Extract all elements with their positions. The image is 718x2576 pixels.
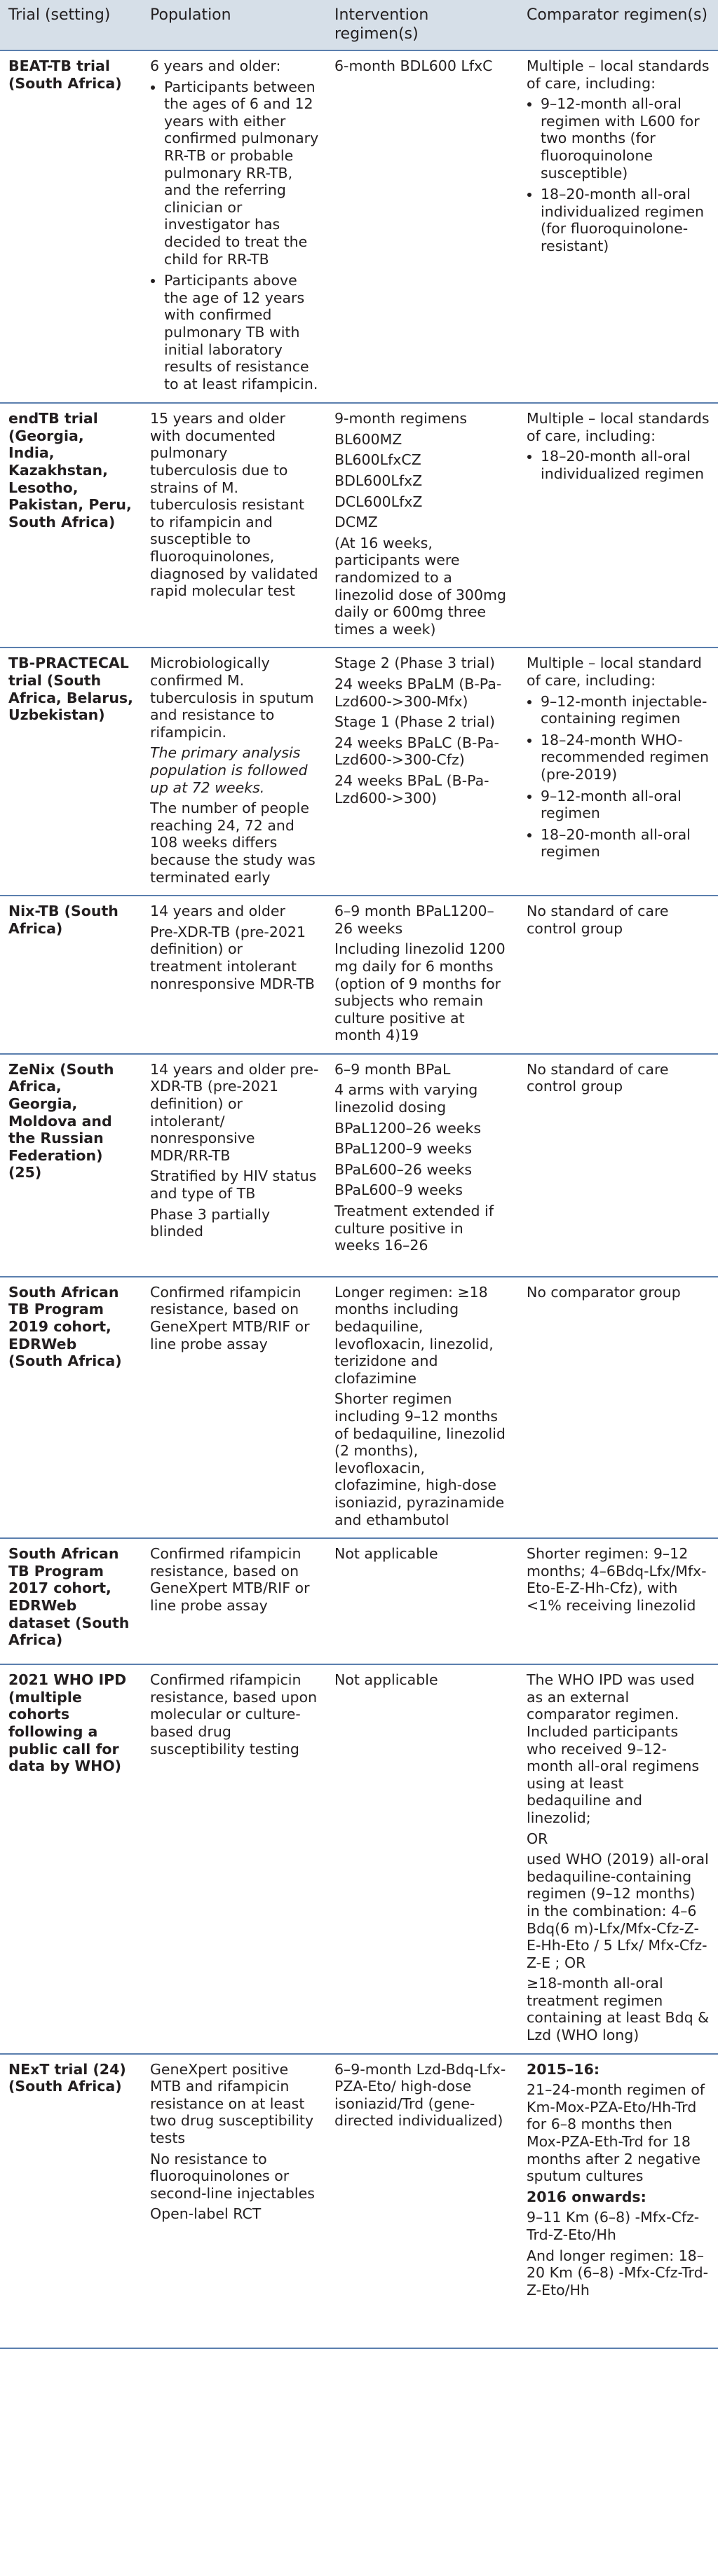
intervention-text: 6–9 month BPaL1200–26 weeks xyxy=(334,903,494,937)
population-text: Stratified by HIV status and type of TB xyxy=(150,1167,317,1203)
comparator-text: OR xyxy=(527,1830,548,1847)
population-list xyxy=(150,78,319,393)
intervention-text: Shorter regimen including 9–12 months of bedaquiline, linezolid (2 months), levofloxacin, clofazimine, high-dose isoniazid, pyrazinamide and ethambutol xyxy=(334,1390,506,1528)
comparator-text: Multiple – local standards of care, including: xyxy=(527,57,710,92)
intervention-text: 6–9 month BPaL xyxy=(334,1060,451,1078)
population-text: Microbiologically confirmed M. tuberculosis in sputum and resistance to rifampicin. xyxy=(150,655,314,741)
comparator-cell: No comparator group xyxy=(518,1277,718,1538)
comparator-cell xyxy=(518,2054,718,2348)
regimen-line: 24 weeks BPaLC (B-Pa-Lzd600->300-Cfz) xyxy=(334,734,499,769)
table-row xyxy=(0,1664,718,2053)
comparator-text: ≥18-month all-oral treatment regimen containing at least Bdq & Lzd (WHO long) xyxy=(527,1975,710,2044)
population-cell: Confirmed rifampicin resistance, based upon molecular or culture-based drug susceptibility testing xyxy=(142,1664,326,2053)
intervention-text: 4 arms with varying linezolid dosing xyxy=(334,1081,478,1116)
regimen-line: DCMZ xyxy=(334,514,378,531)
population-text: The number of people reaching 24, 72 and 108 weeks differs because the study was terminated early xyxy=(150,800,316,886)
population-cell: Confirmed rifampicin resistance, based on GeneXpert MTB/RIF or line probe assay xyxy=(142,1277,326,1538)
comparator-cell: No standard of care control group xyxy=(518,1054,718,1277)
intervention-text: Longer regimen: ≥18 months including bedaquiline, levofloxacin, linezolid, terizidone and clofazimine xyxy=(334,1283,494,1387)
population-text: Open-label RCT xyxy=(150,2205,262,2223)
intervention-cell: 6–9-month Lzd-Bdq-Lfx-PZA-Eto/ high-dose isoniazid/Trd (gene-directed individualized) xyxy=(326,2054,518,2348)
list-item: • 9–12-month all-oral regimen with L600 for two months (for fluoroquinolone susceptible) xyxy=(541,95,711,181)
comparator-cell: Shorter regimen: 9–12 months; 4–6Bdq-Lfx/Mfx-Eto-E-Z-Hh-Cfz), with <1% receiving linezolid xyxy=(518,1538,718,1664)
population-text: GeneXpert positive MTB and rifampicin resistance on at least two drug susceptibility tests xyxy=(150,2060,314,2147)
comparator-list xyxy=(527,95,711,254)
regimen-line: Stage 2 (Phase 3 trial) xyxy=(334,655,496,672)
list-item: • 18–24-month WHO-recommended regimen (pre-2019) xyxy=(541,732,711,783)
population-cell xyxy=(142,896,326,1054)
trial-cell: endTB trial (Georgia, India, Kazakhstan, Lesotho, Pakistan, Peru, South Africa) xyxy=(0,403,142,648)
period-heading: 2016 onwards: xyxy=(527,2188,646,2205)
intervention-note: (At 16 weeks, participants were randomized to a linezolid dose of 300mg daily or 600mg three times a week) xyxy=(334,534,506,638)
comparator-cell xyxy=(518,50,718,403)
regimen-line: BPaL1200–9 weeks xyxy=(334,1140,473,1158)
trial-cell: Nix-TB (South Africa) xyxy=(0,896,142,1054)
trial-cell: South African TB Program 2019 cohort, EDRWeb (South Africa) xyxy=(0,1277,142,1538)
regimen-line: BDL600LfxZ xyxy=(334,472,423,490)
population-cell: 15 years and older with documented pulmonary tuberculosis due to strains of M. tuberculosis resistant to rifampicin and susceptible to fluoroquinolones, diagnosed by validated rapid molecular test xyxy=(142,403,326,648)
comparator-cell: No standard of care control group xyxy=(518,896,718,1054)
population-text: Phase 3 partially blinded xyxy=(150,1205,271,1240)
intervention-cell xyxy=(326,896,518,1054)
list-item: • 9–12-month all-oral regimen xyxy=(541,788,711,822)
comparator-cell xyxy=(518,648,718,896)
regimen-line: BL600LfxCZ xyxy=(334,451,421,469)
population-cell xyxy=(142,1054,326,1277)
population-text: 6 years and older: xyxy=(150,57,281,74)
trial-name: ZeNix (South Africa, Georgia, Moldova and the Russian Federation) (25) xyxy=(8,1060,114,1181)
regimen-line: BPaL1200–26 weeks xyxy=(334,1119,482,1137)
intervention-cell: Not applicable xyxy=(326,1664,518,2053)
table-row xyxy=(0,403,718,648)
table-row xyxy=(0,896,718,1054)
list-item: • 18–20-month all-oral individualized regimen xyxy=(541,448,711,482)
comparator-text: Multiple – local standards of care, including: xyxy=(527,410,710,444)
table-row xyxy=(0,1054,718,1277)
population-cell xyxy=(142,50,326,403)
table-row xyxy=(0,1277,718,1538)
intervention-cell xyxy=(326,1277,518,1538)
intervention-text: Including linezolid 1200 mg daily for 6 months (option of 9 months for subjects who remain culture positive at month 4)19 xyxy=(334,940,506,1044)
regimen-line: BPaL600–26 weeks xyxy=(334,1160,473,1178)
period-heading: 2015–16: xyxy=(527,2060,600,2078)
trial-cell: TB-PRACTECAL trial (South Africa, Belarus, Uzbekistan) xyxy=(0,648,142,896)
list-item: • Participants above the age of 12 years with confirmed pulmonary TB with initial laboratory results of resistance to at least rifampicin. xyxy=(164,272,319,392)
header-trial: Trial (setting) xyxy=(0,0,142,50)
regimen-line: DCL600LfxZ xyxy=(334,493,423,510)
comparator-text: The WHO IPD was used as an external comparator regimen. Included participants who received 9–12-month all-oral regimens using at least bedaquiline and linezolid; xyxy=(527,1671,700,1826)
intervention-cell xyxy=(326,403,518,648)
regimen-line: 24 weeks BPaLM (B-Pa-Lzd600->300-Mfx) xyxy=(334,676,502,710)
regimen-line: BPaL600–9 weeks xyxy=(334,1181,463,1199)
population-cell: Confirmed rifampicin resistance, based on GeneXpert MTB/RIF or line probe assay xyxy=(142,1538,326,1664)
comparator-text: 21–24-month regimen of Km-Mox-PZA-Eto/Hh-Trd for 6–8 months then Mox-PZA-Eth-Trd for 18 months after 2 negative sputum cultures xyxy=(527,2081,705,2185)
comparator-text: Multiple – local standard of care, including: xyxy=(527,655,702,689)
population-note: The primary analysis population is followed up at 72 weeks. xyxy=(150,744,308,796)
population-text: Pre-XDR-TB (pre-2021 definition) or treatment intolerant nonresponsive MDR-TB xyxy=(150,923,315,992)
comparator-text: used WHO (2019) all-oral bedaquiline-containing regimen (9–12 months) in the combination: 4–6 Bdq(6 m)-Lfx/Mfx-Cfz-Z-E-Hh-Eto / 5 Lfx/ Mfx-Cfz-Z-E ; OR xyxy=(527,1851,709,1971)
list-item: • 18–20-month all-oral regimen xyxy=(541,826,711,861)
intervention-text: 9-month regimens xyxy=(334,410,468,427)
comparator-cell xyxy=(518,403,718,648)
comparator-cell xyxy=(518,1664,718,2053)
comparator-list xyxy=(527,448,711,482)
list-item: • Participants between the ages of 6 and 12 years with either confirmed pulmonary RR-TB or probable pulmonary RR-TB, and the referring clinician or investigator has decided to treat the child for RR-TB xyxy=(164,78,319,268)
trial-cell: 2021 WHO IPD (multiple cohorts following a public call for data by WHO) xyxy=(0,1664,142,2053)
trial-cell: BEAT-TB trial (South Africa) xyxy=(0,50,142,403)
comparator-text: 9–11 Km (6–8) -Mfx-Cfz-Trd-Z-Eto/Hh xyxy=(527,2209,700,2243)
population-text: 14 years and older pre-XDR-TB (pre-2021 definition) or intolerant/ nonresponsive MDR/RR-TB xyxy=(150,1060,319,1164)
regimen-line: 24 weeks BPaL (B-Pa-Lzd600->300) xyxy=(334,772,489,807)
trial-cell xyxy=(0,1054,142,1277)
population-cell xyxy=(142,2054,326,2348)
table-header-row xyxy=(0,0,718,50)
header-intervention: Intervention regimen(s) xyxy=(326,0,518,50)
comparator-list xyxy=(527,693,711,861)
trial-cell: NExT trial (24) (South Africa) xyxy=(0,2054,142,2348)
table-row xyxy=(0,648,718,896)
population-text: No resistance to fluoroquinolones or second-line injectables xyxy=(150,2150,315,2202)
table-row xyxy=(0,50,718,403)
table-row xyxy=(0,1538,718,1664)
regimen-line: BL600MZ xyxy=(334,430,402,448)
intervention-cell: 6-month BDL600 LfxC xyxy=(326,50,518,403)
intervention-cell: Not applicable xyxy=(326,1538,518,1664)
header-population: Population xyxy=(142,0,326,50)
intervention-cell xyxy=(326,1054,518,1277)
header-comparator: Comparator regimen(s) xyxy=(518,0,718,50)
list-item: • 18–20-month all-oral individualized regimen (for fluoroquinolone-resistant) xyxy=(541,186,711,254)
population-cell xyxy=(142,648,326,896)
intervention-text: Treatment extended if culture positive in weeks 16–26 xyxy=(334,1203,494,1254)
trial-cell: South African TB Program 2017 cohort, EDRWeb dataset (South Africa) xyxy=(0,1538,142,1664)
comparator-text: And longer regimen: 18–20 Km (6–8) -Mfx-Cfz-Trd-Z-Eto/Hh xyxy=(527,2247,709,2298)
table-row xyxy=(0,2054,718,2348)
regimen-line: Stage 1 (Phase 2 trial) xyxy=(334,713,496,731)
intervention-cell xyxy=(326,648,518,896)
list-item: • 9–12-month injectable-containing regimen xyxy=(541,693,711,727)
population-text: 14 years and older xyxy=(150,903,285,920)
